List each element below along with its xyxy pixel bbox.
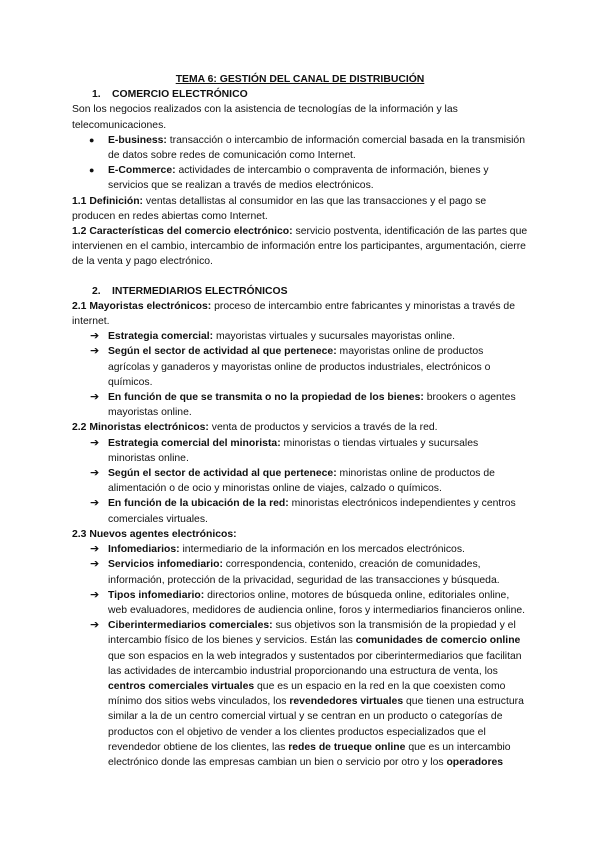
list-item: ➔ Según el sector de actividad al que pertenece: minoristas online de productos de alimentación o de ocio y minoristas online de viajes, calzado o químicos.: [90, 467, 495, 495]
list-item: ➔ Estrategia comercial del minorista: minoristas o tiendas virtuales y sucursales minoristas online.: [90, 436, 479, 464]
nuevos-agentes-list: [72, 542, 528, 770]
list-item: ● E-business: transacción o intercambio de información comercial basada en la transmisión de datos sobre redes de comunicación como Internet.: [89, 134, 525, 162]
arrow-icon: ➔: [90, 436, 100, 449]
list-item: ➔ En función de la ubicación de la red: minoristas electrónicos independientes y centros comerciales virtuales.: [90, 497, 516, 525]
arrow-icon: ➔: [90, 391, 100, 404]
minoristas-list: [72, 436, 528, 527]
mayoristas-paragraph: 2.1 Mayoristas electrónicos: proceso de intercambio entre fabricantes y minoristas a través de internet.: [72, 300, 515, 328]
document-title: TEMA 6: GESTIÓN DEL CANAL DE DISTRIBUCIÓN: [175, 74, 425, 85]
arrow-icon: ➔: [90, 497, 100, 510]
nuevos-agentes-heading: 2.3 Nuevos agentes electrónicos:: [72, 528, 237, 540]
list-item: ➔ En función de que se transmita o no la propiedad de los bienes: brookers o agentes mayoristas online.: [90, 391, 516, 419]
section-2-heading: 2. INTERMEDIARIOS ELECTRÓNICOS: [92, 285, 288, 297]
minoristas-paragraph: 2.2 Minoristas electrónicos: venta de productos y servicios a través de la red.: [72, 422, 438, 434]
section-1-heading: 1. COMERCIO ELECTRÓNICO: [92, 89, 248, 101]
list-item: ➔ Tipos infomediario: directorios online, motores de búsqueda online, editoriales online, web evaluadores, medidores de audiencia online, foros y intermediarios financieros online.: [90, 588, 526, 616]
list-item: ➔ Ciberintermediarios comerciales: sus objetivos son la transmisión de la propiedad y el intercambio físico de los bienes y servicios. Están las comunidades de comercio online que son espacios en la web integrados y sustentados por ciberintermediarios que facilitan las actividades de intercambio industrial proporcionando una estructura de venta, los centros comerciales virtuales que es un espacio en la red en la que coexisten como mínimo dos sitios webs vinculados, los revendedores virtuales que tienen una estructura similar a la de un centro comercial virtual y se centran en un producto o categorías de productos con el objetivo de vender a los clientes productos especializados que el revendedor obtiene de los clientes, las redes de trueque online que es un intercambio electrónico donde las empresas cambian un bien o servicio por otro y los operadores: [90, 619, 524, 768]
list-item: ➔ Estrategia comercial: mayoristas virtuales y sucursales mayoristas online.: [72, 329, 528, 344]
definition-paragraph: 1.1 Definición: ventas detallistas al consumidor en las que las transacciones y el pago se producen en redes abiertas como Internet.: [72, 195, 487, 222]
section-1-bullet-list: [72, 133, 528, 194]
bullet-icon: ●: [89, 134, 95, 145]
arrow-icon: ➔: [90, 345, 100, 358]
document-page: [72, 72, 528, 770]
section-1-intro: Son los negocios realizados con la asistencia de tecnologías de la información y las telecomunicaciones.: [72, 104, 458, 131]
arrow-icon: ➔: [90, 619, 100, 632]
arrow-icon: ➔: [90, 558, 100, 571]
arrow-icon: ➔: [90, 330, 100, 343]
arrow-icon: ➔: [90, 588, 100, 601]
bullet-icon: ●: [89, 165, 95, 176]
list-item: ➔ Infomediarios: intermediario de la información en los mercados electrónicos.: [72, 542, 528, 557]
mayoristas-list: [72, 329, 528, 420]
arrow-icon: ➔: [90, 467, 100, 480]
arrow-icon: ➔: [90, 543, 100, 556]
list-item: ➔ Servicios infomediario: correspondencia, contenido, creación de comunidades, información, protección de la privacidad, seguridad de las transacciones y búsqueda.: [90, 558, 500, 586]
list-item: ● E-Commerce: actividades de intercambio o compraventa de información, bienes y servicios que se realizan a través de medios electrónicos.: [89, 165, 489, 192]
characteristics-paragraph: 1.2 Características del comercio electrónico: servicio postventa, identificación de las partes que intervienen en el cambio, intercambio de información entre los participantes, argumentación, cierre de la venta y pago electrónico.: [72, 226, 528, 268]
list-item: ➔ Según el sector de actividad al que pertenece: mayoristas online de productos agrícolas y ganaderos y mayoristas online de productos industriales, electrónicos o químicos.: [90, 345, 491, 388]
